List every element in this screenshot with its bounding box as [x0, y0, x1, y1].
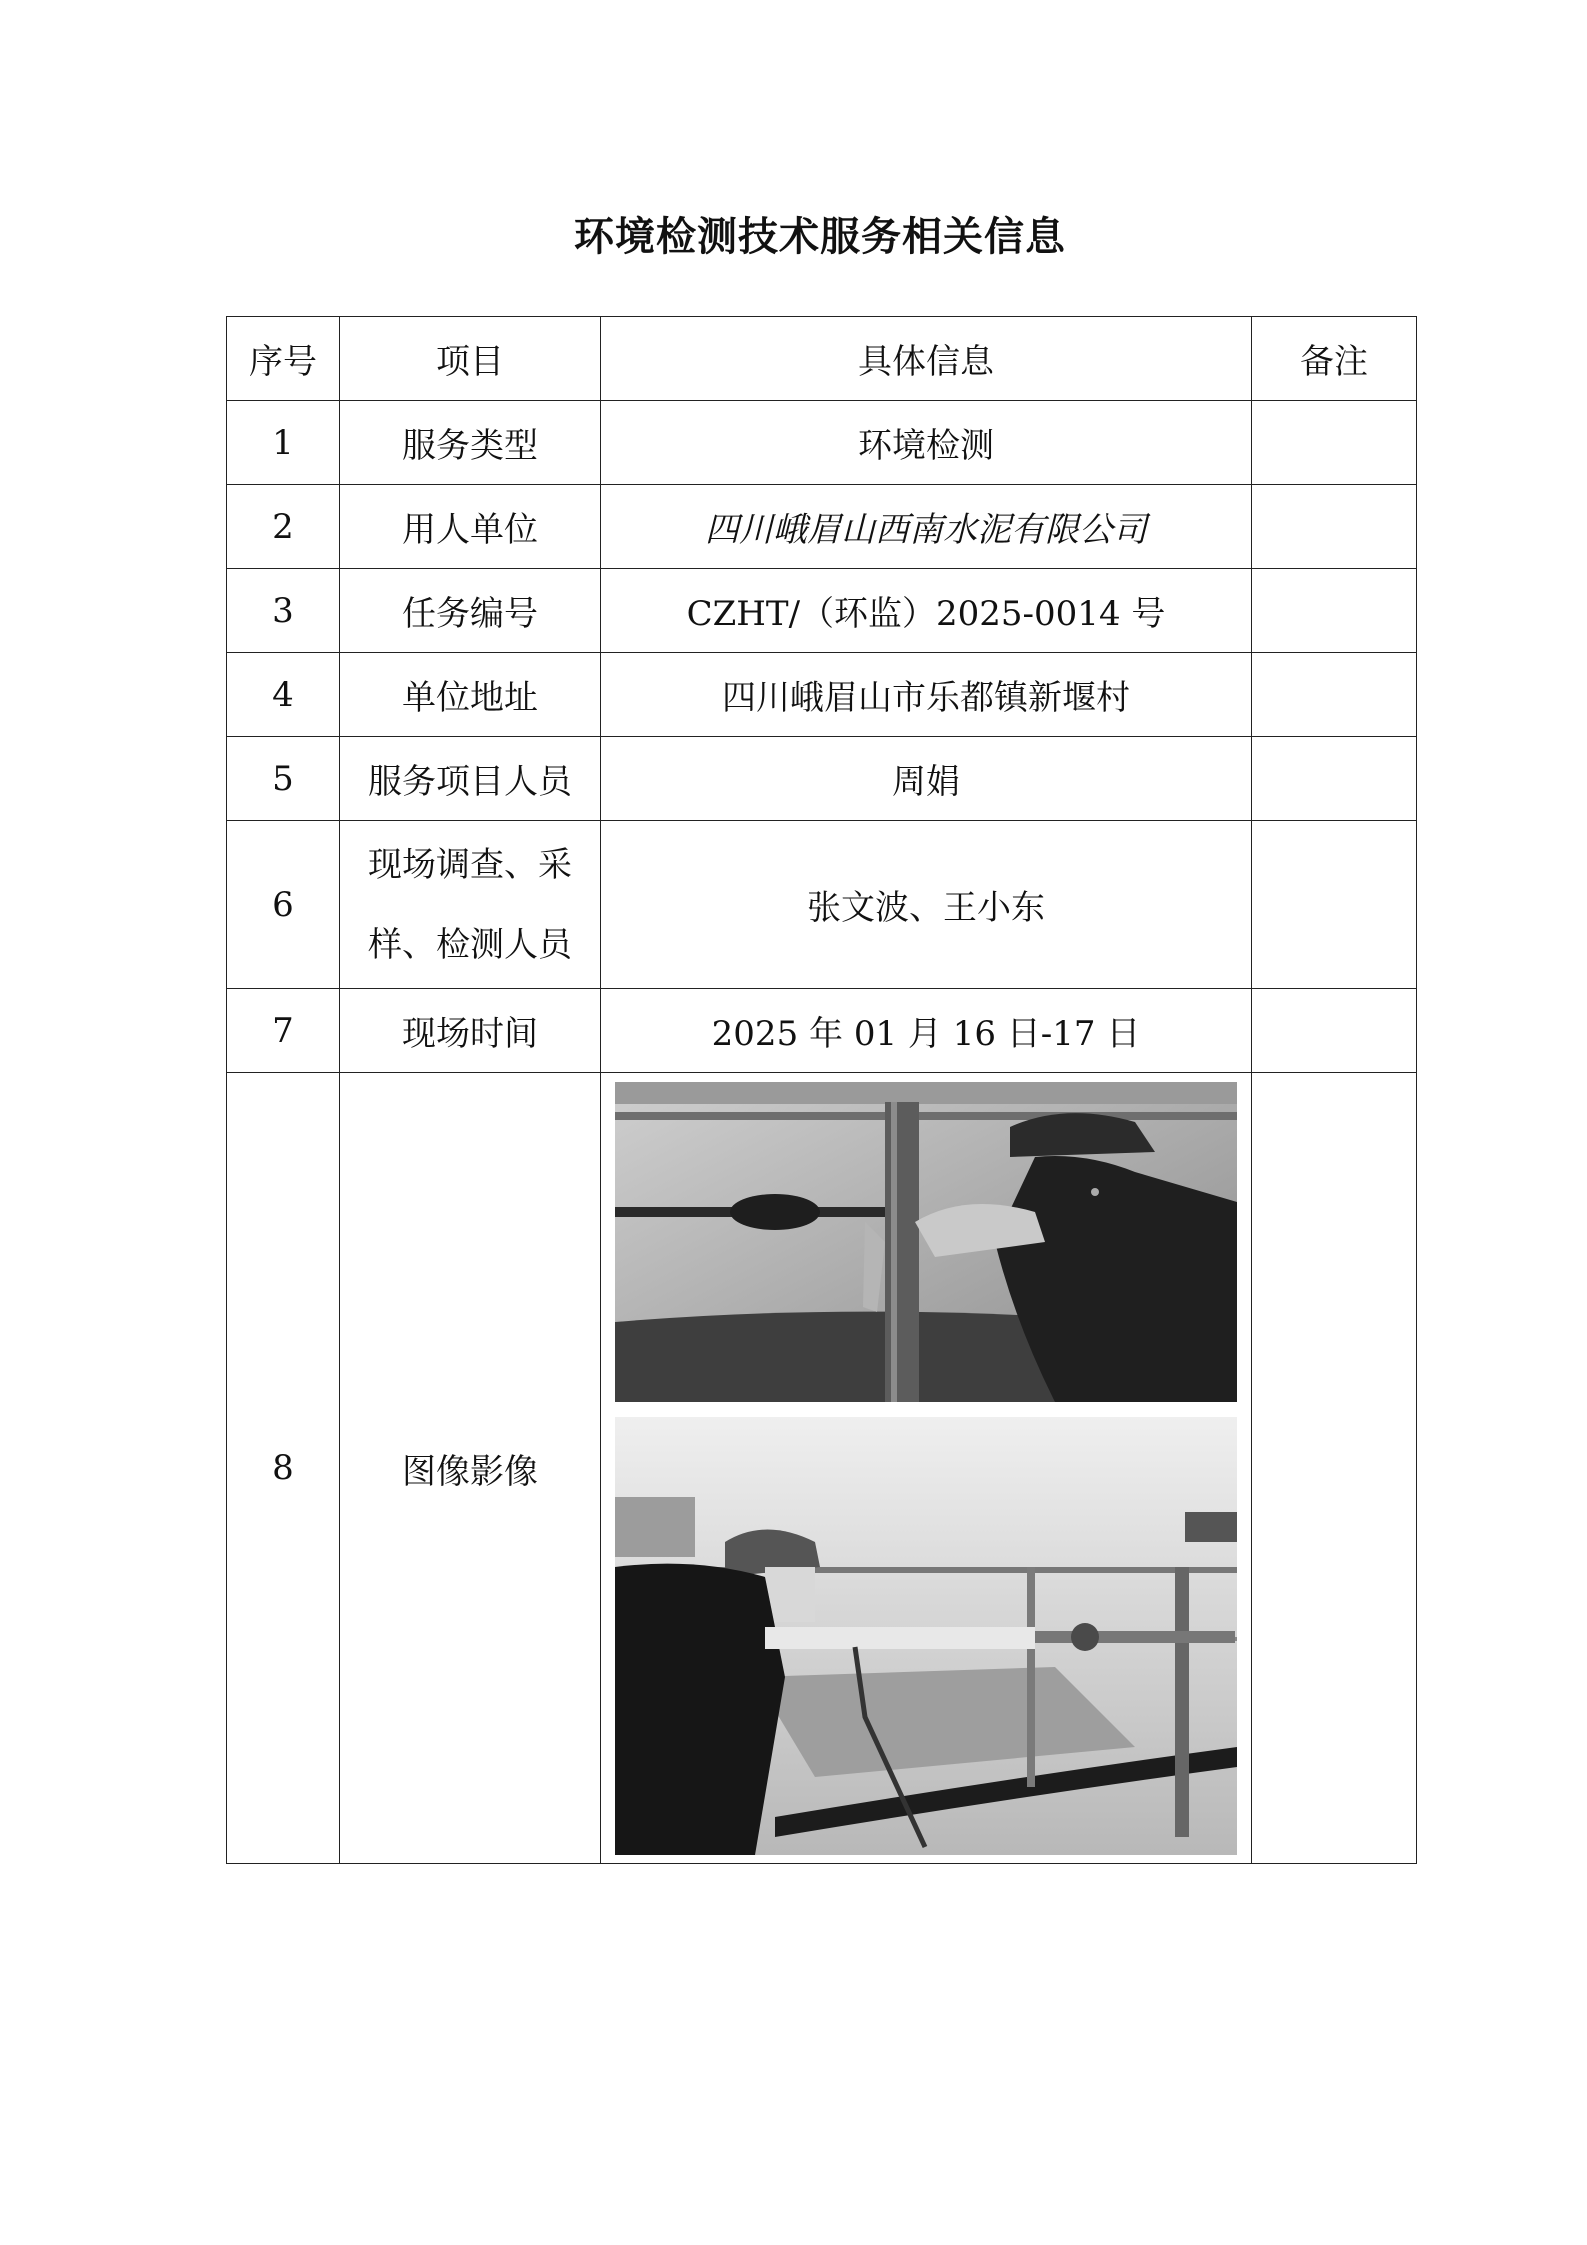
row-note	[1252, 653, 1417, 737]
table-row	[227, 569, 1417, 653]
row-no: 5	[227, 737, 340, 821]
table-row	[227, 1073, 1417, 1864]
site-photo-2	[615, 1417, 1237, 1855]
row-note	[1252, 989, 1417, 1073]
row-info: 四川峨眉山西南水泥有限公司	[601, 485, 1252, 569]
row-item: 服务类型	[340, 401, 601, 485]
site-photo-1-image	[615, 1082, 1237, 1402]
row-item: 图像影像	[340, 1073, 601, 1864]
row-note	[1252, 1073, 1417, 1864]
table-row	[227, 653, 1417, 737]
row-note	[1252, 569, 1417, 653]
table-header-row	[227, 317, 1417, 401]
row-info: CZHT/（环监）2025-0014 号	[601, 569, 1252, 653]
table-row	[227, 401, 1417, 485]
row-no: 2	[227, 485, 340, 569]
row-no: 4	[227, 653, 340, 737]
photo-group	[601, 1082, 1251, 1855]
row-info: 2025 年 01 月 16 日-17 日	[601, 989, 1252, 1073]
row-item	[340, 821, 601, 989]
row-item: 服务项目人员	[340, 737, 601, 821]
header-no: 序号	[227, 317, 340, 401]
row-note	[1252, 401, 1417, 485]
row-info: 张文波、王小东	[601, 821, 1252, 989]
site-photo-1	[615, 1082, 1237, 1402]
table-row	[227, 821, 1417, 989]
row-item: 单位地址	[340, 653, 601, 737]
row-no: 8	[227, 1073, 340, 1864]
row-item-line: 样、检测人员	[368, 924, 572, 965]
header-item: 项目	[340, 317, 601, 401]
row-info: 环境检测	[601, 401, 1252, 485]
header-note: 备注	[1252, 317, 1417, 401]
row-no: 6	[227, 821, 340, 989]
row-item: 现场时间	[340, 989, 601, 1073]
row-no: 1	[227, 401, 340, 485]
site-photo-2-image	[615, 1417, 1237, 1855]
row-info-photos	[601, 1073, 1252, 1864]
row-no: 7	[227, 989, 340, 1073]
header-info: 具体信息	[601, 317, 1252, 401]
row-note	[1252, 737, 1417, 821]
row-note	[1252, 821, 1417, 989]
table-row	[227, 485, 1417, 569]
row-item: 用人单位	[340, 485, 601, 569]
row-item-line: 现场调查、采	[368, 844, 572, 885]
row-info: 周娟	[601, 737, 1252, 821]
row-no: 3	[227, 569, 340, 653]
row-note	[1252, 485, 1417, 569]
row-info: 四川峨眉山市乐都镇新堰村	[601, 653, 1252, 737]
table-row	[227, 737, 1417, 821]
document-title: 环境检测技术服务相关信息	[574, 213, 1066, 260]
row-item: 任务编号	[340, 569, 601, 653]
table-row	[227, 989, 1417, 1073]
info-table	[226, 316, 1417, 1864]
